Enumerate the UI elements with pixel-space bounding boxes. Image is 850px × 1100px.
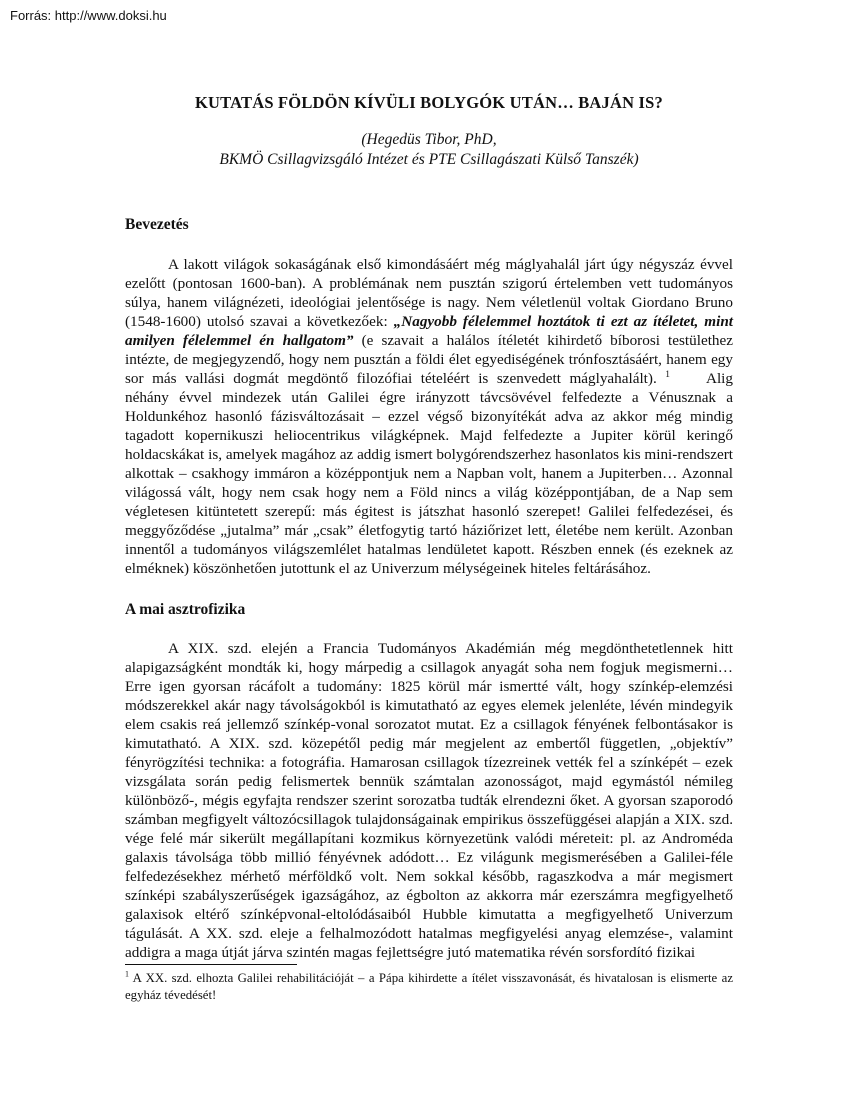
paragraph-bevezetes: A lakott világok sokaságának első kimondásáért még máglyahalál járt úgy négyszáz évvel ezelőtt (pontosan 1600-ban). A problémának nem pusztán szigorú értelemben vett tudományos súlya, hanem világnézeti, ideológiai jelentősége is nagy. Nem véletlenül voltak Giordano Bruno (1548-1600) utolsó szavai a következőek: „Nagyobb félelemmel hoztátok ti ezt az ítéletet, mint amilyen félelemmel én hallgatom” (e szavait a halálos ítéletét kihirdető bíborosi testülethez intézte, de megjegyzendő, hogy nem pusztán a földi élet egyediségének trónfosztásáért, hanem egy sor más vallási dogmát megdöntő filozófiai tételéért is szenvedett máglyahalált). $^1$ Alig néhány évvel mindezek után Galilei égre irányzott távcsövével felfedezte a Vénusznak a Holdunkéhoz hasonló fázisváltozásait – ezzel végső bizonyítékát adva az akkor még mindig tagadott kopernikuszi heliocentrikus világképnek. Majd felfedezte a Jupiter körül keringő holdacskákat is, amelyek magához az addig ismert bolygórendszerhez hasonlatos kis mini-rendszert alkottak – csakhogy immáron a középpontjuk nem a Napban volt, hanem a Jupiterben… Azonnal világossá vált, hogy nem csak hogy nem a Föld nincs a világ középpontjában, de a Nap sem végletesen kitüntetett szerepű: más égitest is játszhat hasonló szerepet! Galilei felfedezései, és meggyőződése „jutalma” már „csak” életfogytig tartó háziőrizet lett, életébe nem került. Azonban innentől a tudományos világszemlélet hatalmas lendületet kapott. Részben ennek (és ezeknek az elméknek) köszönhetően jutottunk el az Univerzum mélységeinek hiteles feltárásához. bbox=[125, 256, 733, 577]
section-heading-asztrofizika: A mai asztrofizika bbox=[125, 601, 246, 618]
byline-author: (Hegedüs Tibor, PhD, bbox=[361, 131, 497, 148]
document-title: KUTATÁS FÖLDÖN KÍVÜLI BOLYGÓK UTÁN… BAJÁN IS? bbox=[194, 93, 664, 112]
paragraph-asztrofizika: A XIX. szd. elején a Francia Tudományos Akadémián még megdönthetetlennek hitt alapigazságként mondták ki, hogy márpedig a csillagok anyagát soha nem fogjuk megismerni… Erre igen gyorsan rácáfolt a tudomány: 1825 körül már ismertté vált, hogy színkép-elemzési módszerekkel akár nagy távolságokból is kimutatható az egyes elemek jelenléte, lévén mindegyik elem csakis reá jellemző színkép-vonal sorozatot mutat. Ez a csillagok fényének felbontásakor is kimutatható. A XIX. szd. közepétől pedig már megjelent az embertől független, „objektív” fényrögzítési technika: a fotográfia. Hamarosan csillagok tízezreinek vették fel a színképét – ezek vizsgálata során pedig felismertek bennük számtalan azonosságot, majd egymástól némileg különböző-, mégis egyfajta rendszer szerint sorozatba tudták elrendezni őket. A gyorsan szaporodó számban megfigyelt változócsillagok tulajdonságainak empirikus összefüggései alapján a XIX. szd. vége felé már sikerült megállapítani kozmikus környezetünk valódi méreteit: pl. az Androméda galaxis távolsága több millió fényévnek adódott… Ez világunk megismerésében a Galilei-féle felfedezésekhez mérhető mérföldkő volt. Nem sokkal később, ragaszkodva a már megismert színképi szabályszerűségek igazságához, az égbolton az akkorra már ezerszámra megfigyelhető galaxisok eltérő színképvonal-eltolódásaiból Hubble kimutatta a megfigyelhető Univerzum tágulását. A XX. szd. eleje a felhalmozódott hatalmas megfigyelési anyag elemzése-, valamint addigra a maga útját járva szintén magas fejlettségre jutó matematika révén sorsfordító fizikai bbox=[125, 640, 733, 961]
footnote-text: $^1$ A XX. szd. elhozta Galilei rehabilitációját – a Pápa kihirdette a ítélet visszavonását, és hivatalosan is elismerte az egyház tévedését! bbox=[125, 969, 733, 1002]
footnote-separator bbox=[125, 964, 297, 965]
byline-affiliation: BKMÖ Csillagvizsgáló Intézet és PTE Csillagászati Külső Tanszék) bbox=[219, 150, 639, 168]
section-heading-bevezetes: Bevezetés bbox=[125, 216, 189, 233]
source-watermark: Forrás: http://www.doksi.hu bbox=[10, 8, 167, 23]
footnote-area bbox=[125, 964, 733, 1003]
byline bbox=[125, 130, 733, 169]
